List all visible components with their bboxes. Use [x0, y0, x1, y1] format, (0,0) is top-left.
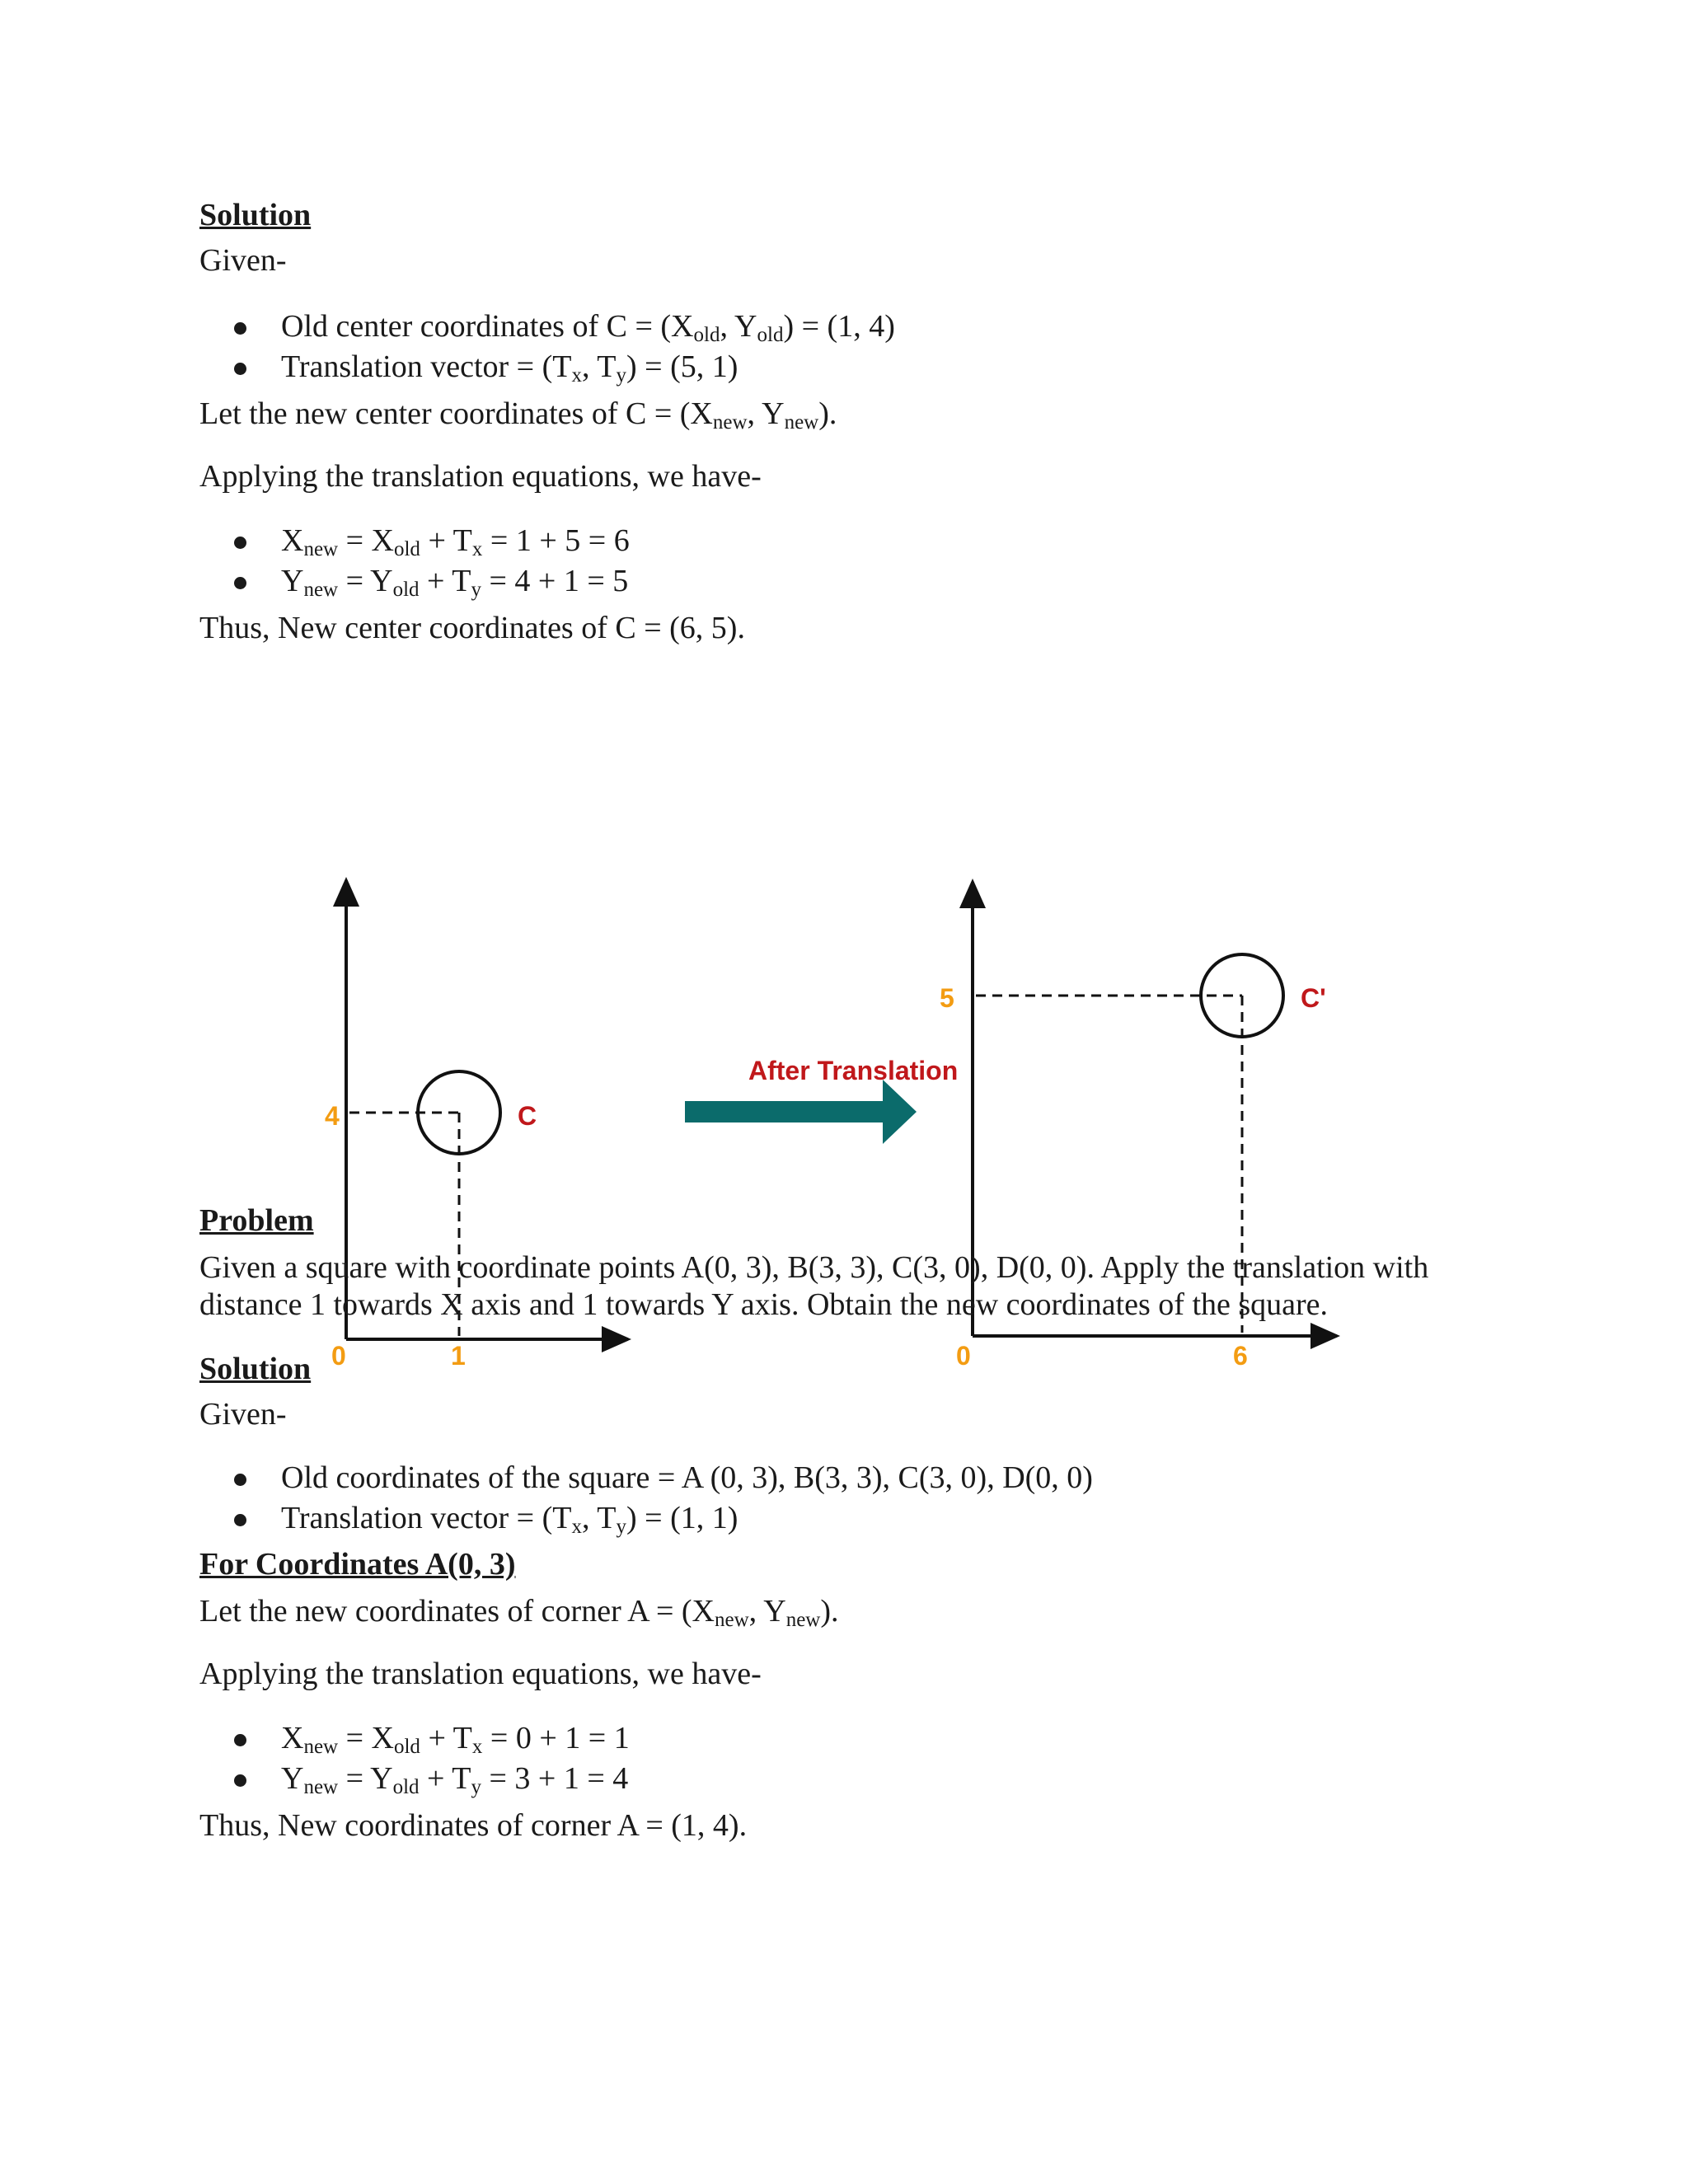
- solution-2-heading: Solution: [199, 1352, 312, 1386]
- given-label: Given-: [199, 243, 287, 278]
- old-center-bullet: Old center coordinates of $C = (X_{old}$, $Y_{old}) = (1$, 4): [199, 307, 895, 345]
- problem-line-2: distance 1 towards X axis and 1 towards Y axis. Obtain the new coordinates of the square.: [199, 1287, 1329, 1322]
- left-origin-label: 0: [331, 1341, 346, 1371]
- old-square-bullet: Old coordinates of the square = A (0, 3), B(3, 3), C(3, 0), D(0, 0): [199, 1459, 1093, 1497]
- applying-2-line: Applying the translation equations, we have-: [199, 1657, 762, 1691]
- solution-heading: Solution: [199, 198, 312, 232]
- right-x-tick: 6: [1233, 1341, 1248, 1371]
- new-center-line: Let the new center coordinates of $C = (X_{new}$, $Y_{new}$).: [199, 396, 837, 434]
- left-y-tick: 4: [325, 1101, 340, 1131]
- coordinates-a-heading: For Coordinates A(0, 3): [199, 1547, 516, 1582]
- right-origin-label: 0: [956, 1341, 971, 1371]
- problem-line-1: Given a square with coordinate points A(0, 3), B(3, 3), C(3, 0), D(0, 0). Apply the translation with: [199, 1250, 1429, 1285]
- after-translation-label: After Translation: [748, 1056, 959, 1085]
- x-equation-bullet: $X_{new} = X_{old} + T_x = 1 + 5 = 6$: [199, 522, 630, 560]
- right-y-tick: 5: [940, 983, 954, 1013]
- x-equation-2-bullet: $X_{new} = X_{old} + T_x = 0 + 1 = 1$: [199, 1719, 630, 1757]
- translation-arrow: [685, 1080, 917, 1144]
- label-c: C: [518, 1101, 537, 1131]
- left-x-tick: 1: [451, 1341, 466, 1371]
- applying-line: Applying the translation equations, we have-: [199, 459, 762, 494]
- y-equation-bullet: $Y_{new} = Y_{old} + T_y = 4 + 1 = 5$: [199, 562, 628, 600]
- given-2-label: Given-: [199, 1397, 287, 1432]
- translation-vector-2-bullet: Translation vector = ($T_x$, $T_y) = (1$, 1): [199, 1499, 738, 1537]
- result-line: Thus, New center coordinates of C = (6, 5).: [199, 611, 745, 645]
- result-2-line: Thus, New coordinates of corner A = (1, 4).: [199, 1808, 748, 1843]
- new-corner-line: Let the new coordinates of corner $A = (X_{new}$, $Y_{new}$).: [199, 1594, 839, 1631]
- translation-vector-bullet: Translation vector = ($T_x$, $T_y) = (5$, 1): [199, 348, 738, 386]
- y-equation-2-bullet: $Y_{new} = Y_{old} + T_y = 3 + 1 = 4$: [199, 1760, 628, 1797]
- label-c-prime: C': [1301, 983, 1326, 1013]
- problem-heading: Problem: [199, 1203, 314, 1238]
